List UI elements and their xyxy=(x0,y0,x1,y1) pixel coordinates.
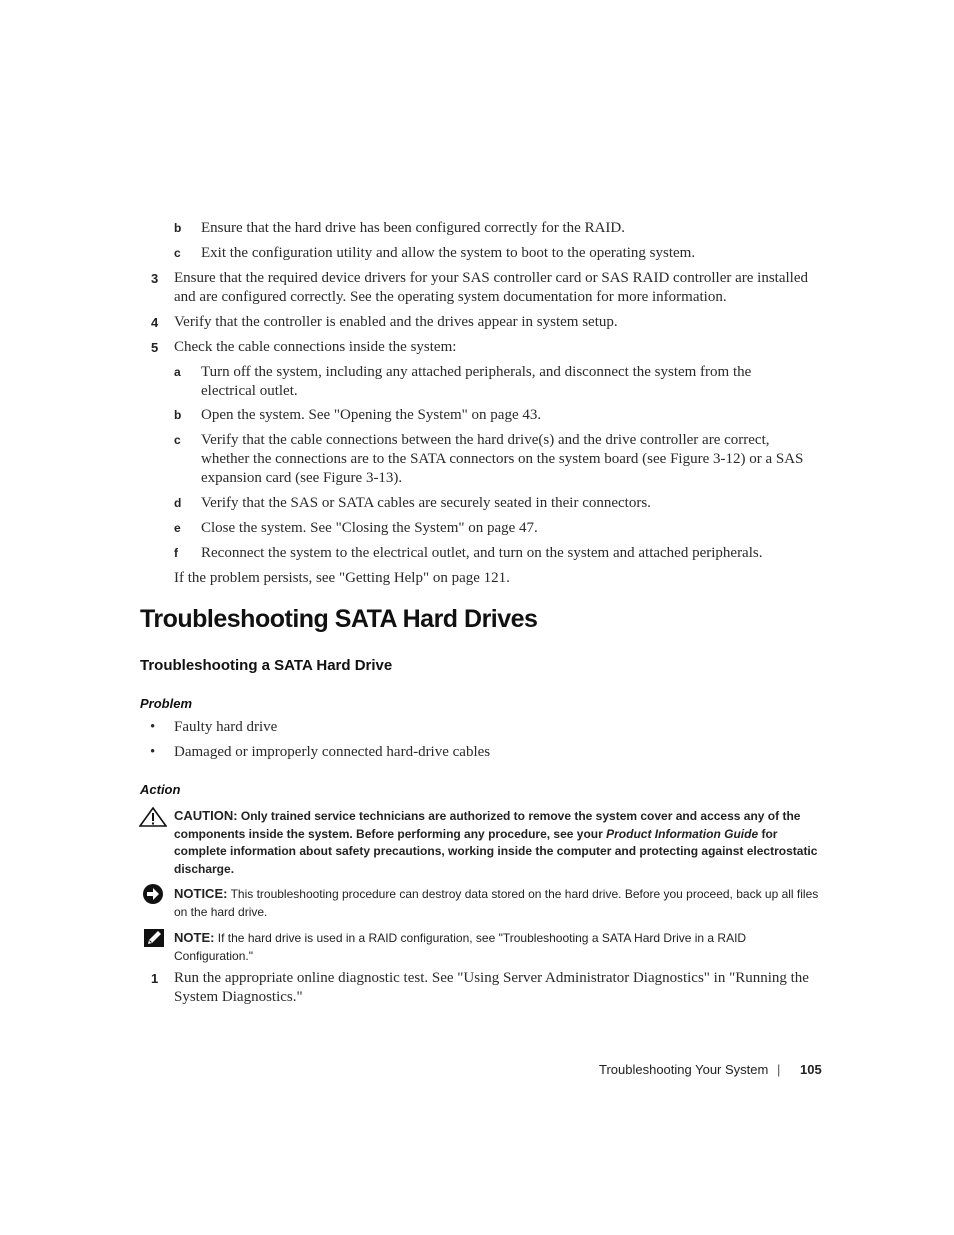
step-text: Verify that the cable connections between the hard drive(s) and the drive controller are correct, whether the connections are to the SATA connectors on the system board (see Figure 3-12) or a SAS expansion card (see Figure 3-13). xyxy=(201,432,804,486)
step-text: Close the system. See "Closing the System" on page 47. xyxy=(201,520,538,536)
caution-guide: Product Information Guide xyxy=(606,826,759,841)
step-text: Exit the configuration utility and allow the system to boot to the operating system. xyxy=(201,245,696,261)
step-marker: b xyxy=(174,408,182,422)
note-text xyxy=(174,929,819,965)
bullet: • xyxy=(150,744,156,760)
step-text: Verify that the SAS or SATA cables are securely seated in their connectors. xyxy=(201,495,651,511)
note-label: NOTE: xyxy=(174,930,215,945)
notice-arrow-icon xyxy=(142,883,164,910)
step-text: Check the cable connections inside the system: xyxy=(174,339,457,355)
notice-text xyxy=(174,885,819,921)
notice-label: NOTICE: xyxy=(174,886,228,901)
step-marker: a xyxy=(174,365,181,379)
step-marker: b xyxy=(174,221,182,235)
problem-item: Damaged or improperly connected hard-drive cables xyxy=(174,744,491,760)
step-marker: d xyxy=(174,496,182,510)
caution-body: Only trained service technicians are authorized to remove the system cover and access any of the components inside the system. Before performing any procedure, see your xyxy=(174,809,801,841)
caution-body-end: for complete information about safety precautions, working inside the computer and protecting against electrostatic discharge. xyxy=(174,826,818,876)
step-text: Reconnect the system to the electrical outlet, and turn on the system and attached peripherals. xyxy=(201,545,763,561)
problem-item: Faulty hard drive xyxy=(174,719,278,735)
section-title: Troubleshooting SATA Hard Drives xyxy=(140,605,538,633)
problem-heading: Problem xyxy=(140,696,193,711)
step-marker: f xyxy=(174,546,178,560)
step-text: Turn off the system, including any attached peripherals, and disconnect the system from the electrical outlet. xyxy=(201,364,752,399)
bullet: • xyxy=(150,719,156,735)
step-marker: e xyxy=(174,521,181,535)
action-heading: Action xyxy=(140,782,181,797)
persist-text: If the problem persists, see "Getting Help" on page 121. xyxy=(174,570,510,586)
page-number: 105 xyxy=(800,1062,822,1077)
caution-text xyxy=(174,807,819,878)
notice-body: This troubleshooting procedure can destroy data stored on the hard drive. Before you proceed, back up all files on the hard drive. xyxy=(174,887,819,919)
subsection-title: Troubleshooting a SATA Hard Drive xyxy=(140,657,393,674)
step-number: 5 xyxy=(151,340,159,355)
step-marker: c xyxy=(174,433,181,447)
step-number: 4 xyxy=(151,315,159,330)
step-text: Run the appropriate online diagnostic test. See "Using Server Administrator Diagnostics" in "Running the System Diagnostics." xyxy=(174,970,809,1005)
step-text: Verify that the controller is enabled and the drives appear in system setup. xyxy=(174,314,618,330)
caution-triangle-icon xyxy=(139,807,167,832)
footer-chapter: Troubleshooting Your System xyxy=(599,1062,769,1077)
step-text: Ensure that the required device drivers for your SAS controller card or SAS RAID controller are installed and are configured correctly. See the operating system documentation for more information. xyxy=(174,270,808,305)
step-text: Open the system. See "Opening the System" on page 43. xyxy=(201,407,542,423)
footer-separator: | xyxy=(777,1062,781,1077)
step-marker: c xyxy=(174,246,181,260)
step-number: 3 xyxy=(151,271,159,286)
note-pencil-icon xyxy=(143,928,165,953)
caution-label: CAUTION: xyxy=(174,808,238,823)
step-number: 1 xyxy=(151,971,159,986)
note-body: If the hard drive is used in a RAID configuration, see "Troubleshooting a SATA Hard Drive in a RAID Configuration." xyxy=(174,931,747,963)
step-text: Ensure that the hard drive has been configured correctly for the RAID. xyxy=(201,220,626,236)
